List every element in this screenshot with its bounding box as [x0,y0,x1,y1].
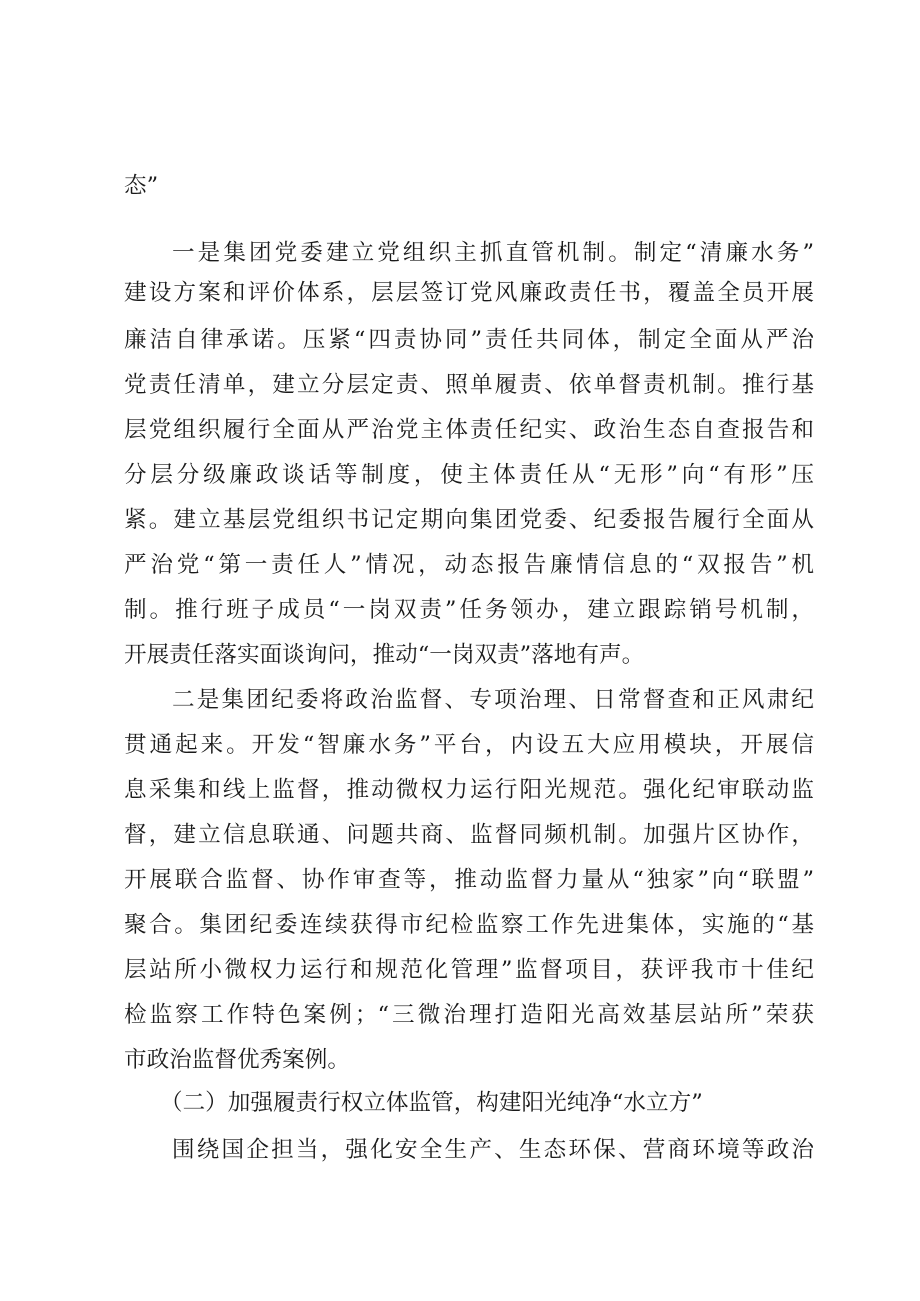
text-line: 开展责任落实面谈询问，推动“一岗双责”落地有声。 [124,642,645,668]
text-line: 分层分级廉政谈话等制度，使主体责任从“无形”向“有形”压 [124,462,814,488]
paragraph-3-first-line: 围绕国企担当，强化安全生产、生态环保、营商环境等政治 [172,1137,814,1163]
text-line: 息采集和线上监督，推动微权力运行阳光规范。强化纪审联动监 [124,777,814,803]
text-line: 层党组织履行全面从严治党主体责任纪实、政治生态自查报告和 [124,417,814,443]
text-line: 制。推行班子成员“一岗双责”任务领办，建立跟踪销号机制， [124,597,814,623]
text-line: 贯通起来。开发“智廉水务”平台，内设五大应用模块，开展信 [124,732,814,758]
text-line: 聚合。集团纪委连续获得市纪检监察工作先进集体，实施的“基 [124,912,814,938]
text-line: 党责任清单，建立分层定责、照单履责、依单督责机制。推行基 [124,372,814,398]
text-line: 检监察工作特色案例；“三微治理打造阳光高效基层站所”荣获 [124,1002,814,1028]
text-line: 态” [124,173,159,199]
text-line: 廉洁自律承诺。压紧“四责协同”责任共同体，制定全面从严治 [124,327,814,353]
paragraph-2-first-line: 二是集团纪委将政治监督、专项治理、日常督查和正风肃纪 [172,687,814,713]
text-line: 督，建立信息联通、问题共商、监督同频机制。加强片区协作， [124,822,814,848]
text-line: 紧。建立基层党组织书记定期向集团党委、纪委报告履行全面从 [124,507,814,533]
text-line: 严治党“第一责任人”情况，动态报告廉情信息的“双报告”机 [124,552,814,578]
text-line: 市政治监督优秀案例。 [124,1047,350,1073]
paragraph-1-first-line: 一是集团党委建立党组织主抓直管机制。制定“清廉水务” [172,240,814,266]
text-line: 建设方案和评价体系，层层签订党风廉政责任书，覆盖全员开展 [124,280,814,306]
section-heading: （二）加强履责行权立体监管，构建阳光纯净“水立方” [160,1090,703,1116]
text-line: 开展联合监督、协作审查等，推动监督力量从“独家”向“联盟” [124,867,814,893]
text-line: 层站所小微权力运行和规范化管理”监督项目，获评我市十佳纪 [124,957,814,983]
